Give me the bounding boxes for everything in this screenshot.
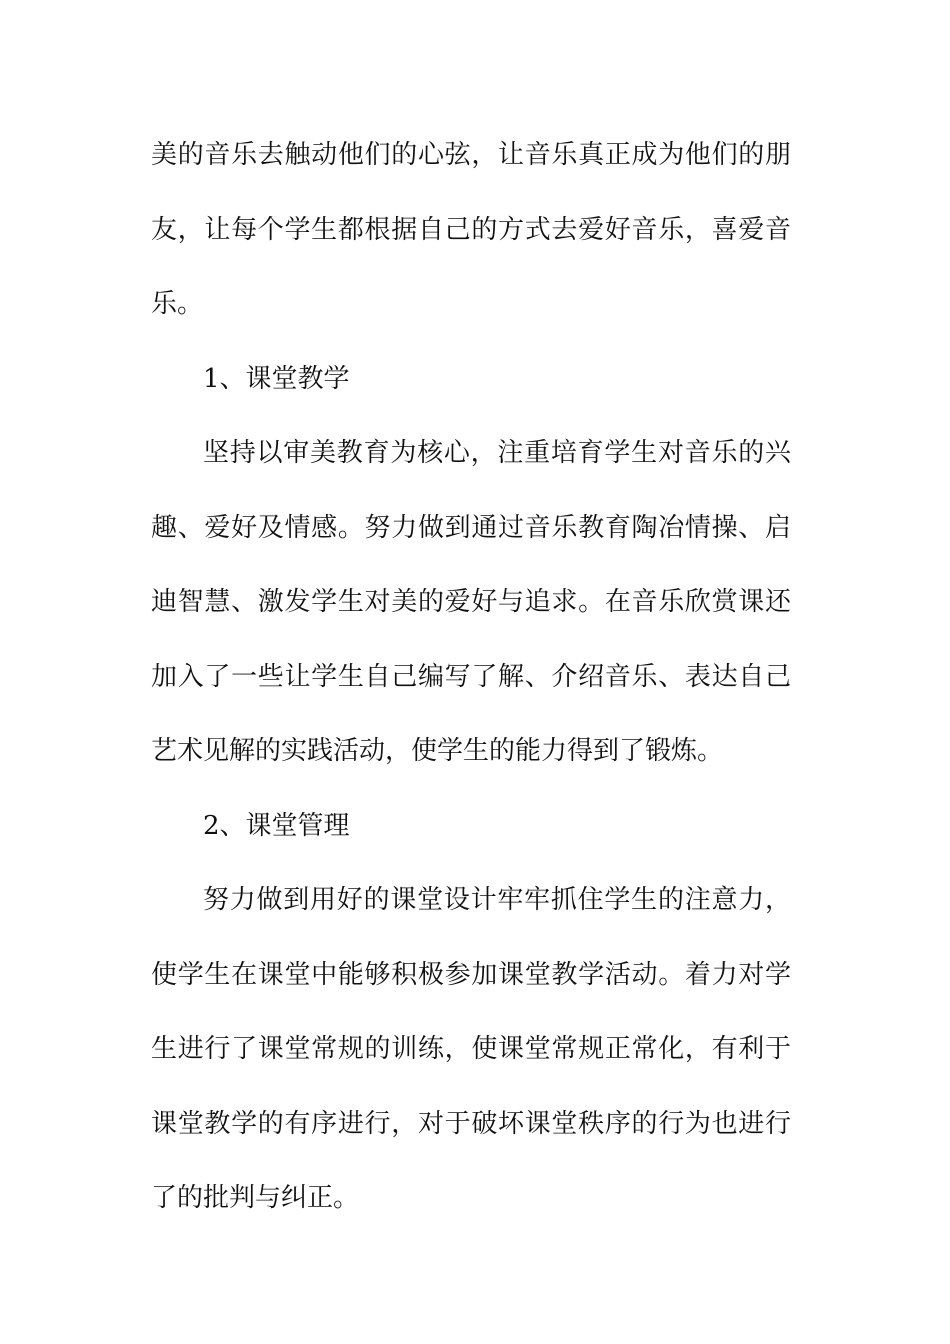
paragraph-classroom-management: 努力做到用好的课堂设计牢牢抓住学生的注意力，使学生在课堂中能够积极参加课堂教学活动。着力对学生进行了课堂常规的训练，使课堂常规正常化，有利于课堂教学的有序进行，对于破坏课堂秩序的行为也进行了的批判与纠正。 [151, 885, 791, 1213]
document-body [151, 118, 791, 1236]
section-heading-classroom-management: 2、课堂管理 [203, 810, 350, 841]
paragraph-intro-continuation: 美的音乐去触动他们的心弦，让音乐真正成为他们的朋友，让每个学生都根据自己的方式去爱好音乐，喜爱音乐。 [151, 140, 791, 319]
paragraph-classroom-teaching: 坚持以审美教育为核心，注重培育学生对音乐的兴趣、爱好及情感。努力做到通过音乐教育陶冶情操、启迪智慧、激发学生对美的爱好与追求。在音乐欣赏课还加入了一些让学生自己编写了解、介绍音乐、表达自己艺术见解的实践活动，使学生的能力得到了锻炼。 [151, 438, 791, 766]
section-heading-classroom-teaching: 1、课堂教学 [203, 363, 350, 394]
